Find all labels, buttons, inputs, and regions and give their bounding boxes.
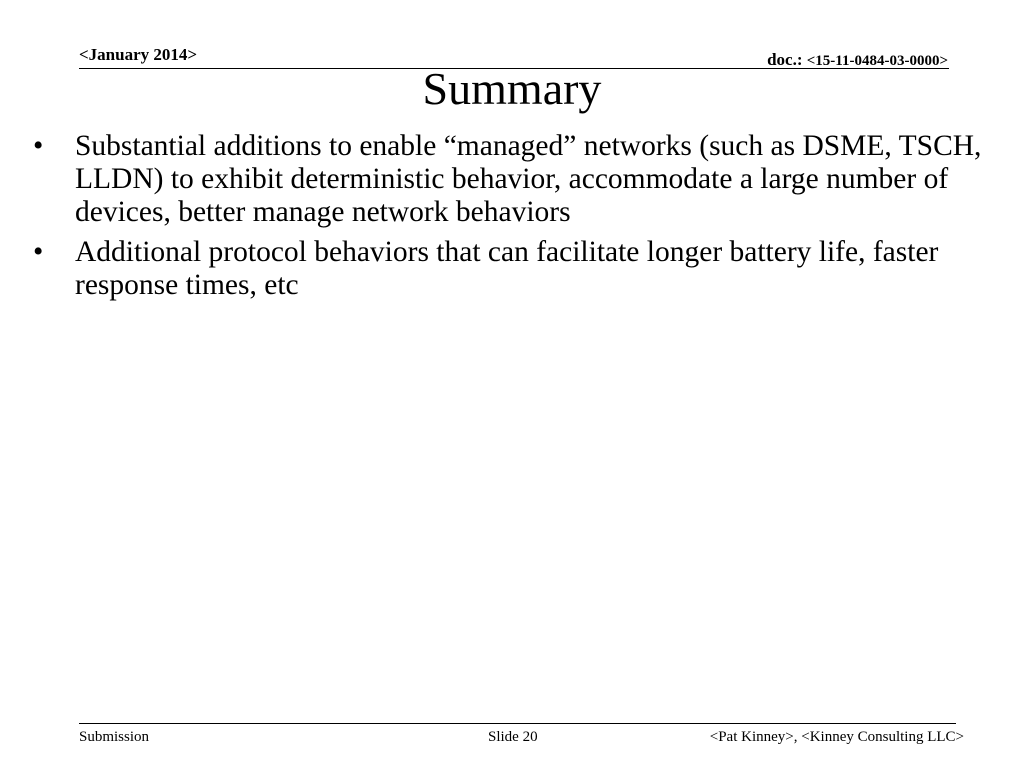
bullet-text: Additional protocol behaviors that can facilitate longer battery life, faster response times, etc (75, 236, 939, 301)
bullet-text: Substantial additions to enable “managed” networks (such as DSME, TSCH, LLDN) to exhibit deterministic behavior, accommodate a large number of devices, better manage network behaviors (75, 130, 982, 228)
bullet-list (33, 130, 1008, 309)
footer-submission: Submission (79, 729, 150, 745)
header-doc-number: <15-11-0484-03-0000> (806, 53, 948, 69)
footer-author: <Pat Kinney>, <Kinney Consulting LLC> (709, 729, 964, 745)
header-date: <January 2014> (79, 45, 198, 64)
footer-divider (79, 723, 956, 724)
bullet-item (33, 236, 1008, 302)
footer-slide-number: Slide 20 (488, 729, 538, 745)
header-doc-prefix: doc.: (767, 50, 807, 69)
bullet-icon: • (33, 130, 44, 162)
slide-title: Summary (422, 63, 602, 114)
bullet-icon: • (33, 236, 44, 268)
bullet-item (33, 130, 1008, 229)
